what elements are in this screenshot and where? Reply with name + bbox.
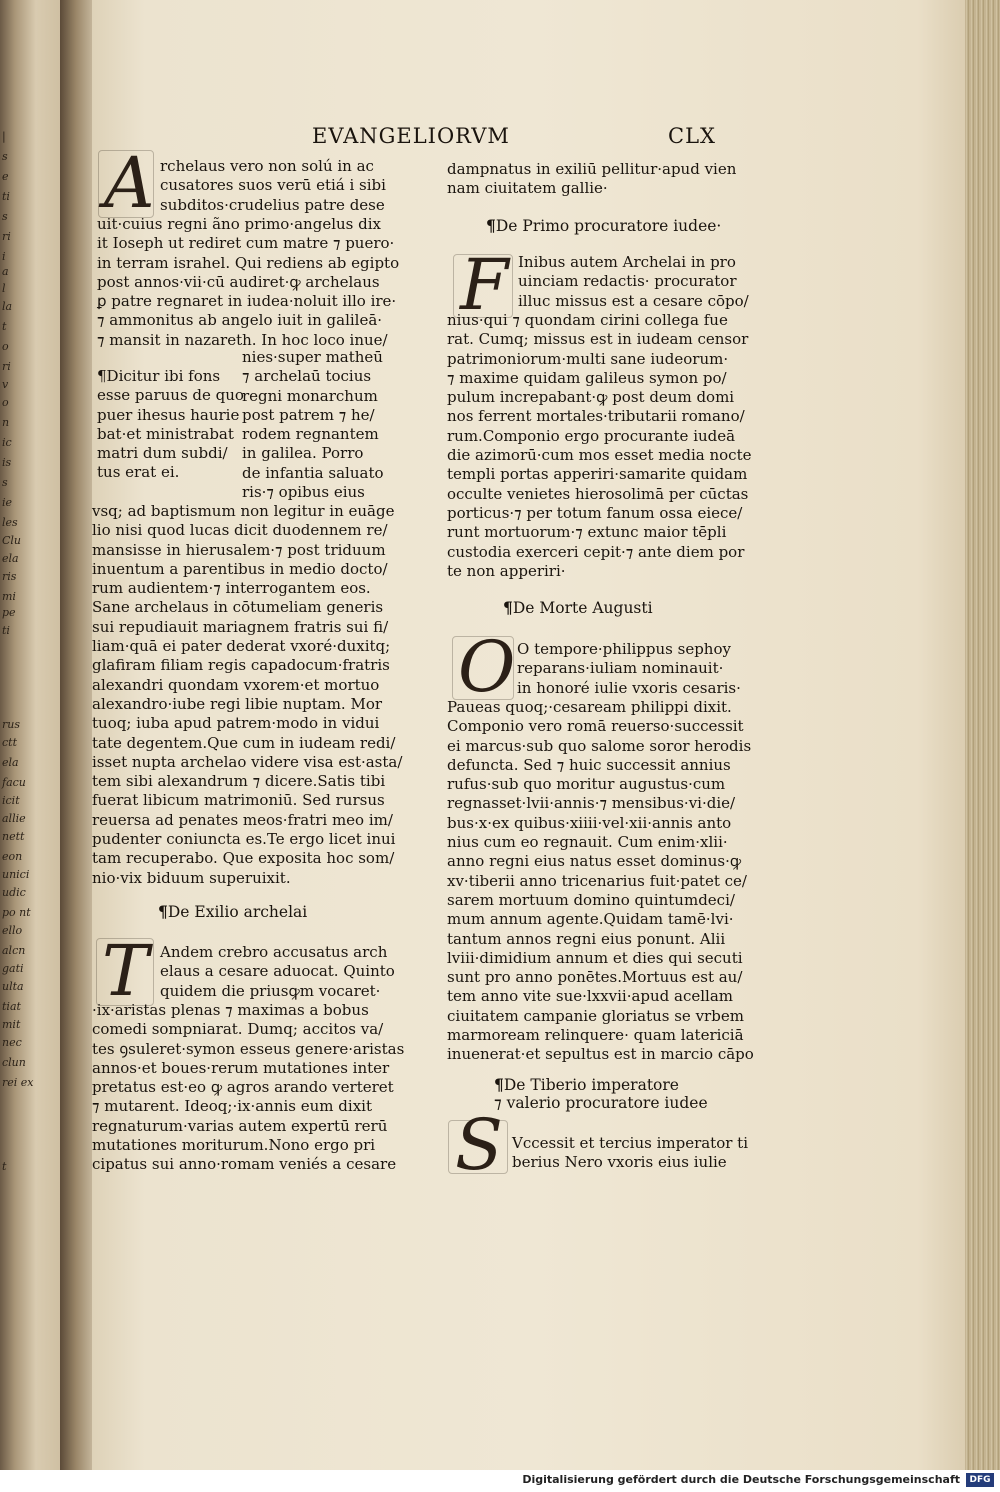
facing-page-fragment: mi [2, 590, 16, 603]
facing-page-fragment: is [2, 456, 12, 469]
text-line: nius cum eo regnauit. Cum enim·xlii· [447, 833, 728, 852]
facing-page-fragment: ela [2, 552, 19, 565]
text-line: marmoream relinquere· quam latericiā [447, 1026, 744, 1045]
text-line: isset nupta archelao videre visa est·asta/ [92, 752, 403, 771]
text-line: regnaturum·varias autem expertū rerū [92, 1116, 388, 1135]
decorated-initial-s: S [455, 1104, 503, 1186]
text-line: inuenerat·et sepultus est in marcio cāpo [447, 1045, 754, 1064]
text-line: post patrem ⁊ he/ [242, 405, 375, 424]
rubric-morte-augusti [503, 598, 653, 617]
facing-page-fragment: alcn [2, 944, 26, 957]
facing-page-fragment: | [2, 130, 6, 143]
facing-page-edge [0, 0, 60, 1470]
facing-page-fragment: s [2, 210, 8, 223]
text-line: custodia exerceri cepit·⁊ ante diem por [447, 542, 745, 561]
text-line: ⁊ mansit in nazareth. In hoc loco inue/ [97, 330, 388, 349]
text-line: nius·qui ⁊ quondam cirini collega fue [447, 311, 728, 329]
text-line: lviii·dimidium annum et dies qui secuti [447, 948, 743, 967]
text-line: sarem mortuum domino quintumdeci/ [447, 890, 735, 909]
facing-page-fragment: clun [2, 1056, 26, 1069]
right-block-3-head [517, 640, 741, 698]
footer-bar [0, 1470, 1000, 1492]
pilcrow-icon: ¶ [494, 1075, 504, 1094]
rubric-text: De Primo procuratore iudee· [495, 217, 722, 235]
decorated-initial-a: A [104, 142, 155, 224]
decorated-initial-o: O [458, 626, 516, 708]
text-line: porticus·⁊ per totum fanum ossa eiece/ [447, 503, 743, 522]
text-line: rufus·sub quo moritur augustus·cum [447, 775, 726, 794]
facing-page-fragment: ris [2, 570, 17, 583]
running-head-title: EVANGELIORVM [312, 124, 510, 148]
facing-page-fragment: s [2, 150, 8, 163]
left-block-1 [97, 215, 399, 350]
text-line: mansisse in hierusalem·⁊ post triduum [92, 540, 386, 559]
text-line: de infantia saluato [242, 463, 384, 482]
text-line: annos·et boues·rerum mutationes inter [92, 1058, 390, 1077]
facing-page-fragment: allie [2, 812, 26, 825]
text-line: nam ciuitatem gallie· [447, 179, 608, 198]
text-line: in honoré iulie vxoris cesaris· [517, 678, 741, 697]
pilcrow-icon: ¶ [503, 598, 513, 617]
text-line: bus·x·ex quibus·xiiii·vel·xii·annis anto [447, 813, 732, 832]
right-block-3 [447, 698, 754, 1065]
text-line: alexandri quondam vxorem·et mortuo [92, 675, 380, 694]
facing-page-fragment: facu [2, 776, 26, 789]
text-line: occulte venietes hierosolimā per cūctas [447, 484, 749, 503]
text-line: tam recuperabo. Que exposita hoc som/ [92, 849, 395, 868]
facing-page-fragment: po nt [2, 906, 31, 919]
facing-page-fragment: o [2, 396, 9, 409]
facing-page-fragment: ri [2, 230, 11, 243]
text-line: ¶Dicitur ibi fons [97, 367, 221, 385]
text-line: cipatus sui anno·romam veniés a cesare [92, 1155, 397, 1174]
facing-page-fragment: ulta [2, 980, 24, 993]
text-line: rodem regnantem [242, 425, 379, 444]
text-line: tes ꝯsuleret·symon esseus genere·aristas [92, 1039, 405, 1058]
text-line: pulum increpabant·ꝙ post deum domi [447, 388, 735, 407]
decorated-initial-f: F [460, 244, 509, 326]
text-line: lio nisi quod lucas dicit duodennem re/ [92, 521, 388, 540]
facing-page-fragment: icit [2, 794, 20, 807]
facing-page-fragment: n [2, 416, 10, 429]
facing-page-fragment: l [2, 282, 6, 295]
text-line: esse paruus de quo [97, 386, 244, 405]
facing-page-fragment: ti [2, 190, 10, 203]
text-line: templi portas apperiri·samarite quidam [447, 465, 748, 484]
text-line: puer ihesus haurie [97, 405, 240, 424]
text-line: bat·et ministrabat [97, 424, 234, 443]
facing-page-fragment: unici [2, 868, 30, 881]
text-line: uinciam redactis· procurator [518, 272, 737, 291]
rubric-text-2: ⁊ valerio procuratore iudee [494, 1094, 708, 1113]
text-line: Paueas quoq;·cesaream philippi dixit. [447, 698, 732, 716]
text-line: uit·cuius regni ãno primo·angelus dix [97, 215, 381, 233]
text-line: runt mortuorum·⁊ extunc maior tēpli [447, 523, 727, 542]
left-block-1-head [160, 157, 386, 215]
text-line: liam·quā ei pater dederat vxoré·duxitq; [92, 637, 391, 656]
text-line: illuc missus est a cesare cōpo/ [518, 291, 749, 310]
text-line: ⁊ archelaū tocius [242, 367, 372, 386]
text-line: xv·tiberii anno tricenarius fuit·patet ce/ [447, 871, 747, 890]
rubric-text-1: De Tiberio imperatore [503, 1076, 679, 1094]
text-line: tate degentem.Que cum in iudeam redi/ [92, 733, 396, 752]
text-line: ·ix·aristas plenas ⁊ maximas a bobus [92, 1001, 369, 1019]
left-block-2-right [242, 348, 384, 502]
text-line: regnasset·lvii·annis·⁊ mensibus·vi·die/ [447, 794, 736, 813]
decorated-initial-t: T [102, 930, 149, 1012]
text-line: mum annum agente.Quidam tamē·lvi· [447, 910, 734, 929]
pilcrow-icon: ¶ [158, 902, 168, 921]
text-line: defuncta. Sed ⁊ huic successit annius [447, 755, 731, 774]
facing-page-fragment: udic [2, 886, 26, 899]
text-line: ⁊ maxime quidam galileus symon po/ [447, 368, 727, 387]
text-line: rchelaus vero non solú in ac [160, 157, 374, 175]
facing-page-fragment: ctt [2, 736, 18, 749]
facing-page-fragment: ela [2, 756, 19, 769]
facing-page-fragment: t [2, 1160, 7, 1173]
text-line: matri dum subdi/ [97, 444, 228, 463]
rubric-text: De Exilio archelai [167, 903, 308, 921]
left-block-4 [92, 1001, 404, 1175]
text-line: Componio vero romā reuerso·successit [447, 717, 744, 736]
text-line: reuersa ad penates meos·fratri meo im/ [92, 810, 393, 829]
facing-page-fragment: Clu [2, 534, 22, 547]
text-line: post annos·vii·cū audiret·ꝙ archelaus [97, 272, 380, 291]
rubric-tiberio [494, 1075, 708, 1114]
text-line: ⁊ mutarent. Ideoq;·ix·annis eum dixit [92, 1097, 372, 1116]
text-line: O tempore·philippus sephoy [517, 640, 731, 658]
rubric-exilio-archelai [158, 902, 307, 921]
text-line: nies·super matheū [242, 348, 383, 366]
page-stack-edge [965, 0, 1000, 1470]
text-line: subditos·crudelius patre dese [160, 195, 385, 214]
text-line: nio·vix biduum superuixit. [92, 868, 291, 887]
text-line: mutationes moriturum.Nono ergo pri [92, 1136, 376, 1155]
text-line: fuerat libicum matrimoniū. Sed rursus [92, 791, 385, 810]
text-line: patrimoniorum·multi sane iudeorum· [447, 349, 729, 368]
dfg-credit-text: Digitalisierung gefördert durch die Deutsche Forschungsgemeinschaft [522, 1473, 960, 1486]
facing-page-fragment: ti [2, 624, 10, 637]
text-line: rum audientem·⁊ interrogantem eos. [92, 579, 371, 598]
text-line: te non apperiri· [447, 561, 566, 580]
right-block-2-head [518, 253, 749, 311]
folio-number: CLX [668, 124, 716, 148]
left-sidenote [97, 367, 244, 483]
text-line: ⁊ ammonitus ab angelo iuit in galileā· [97, 311, 383, 330]
text-line: tem anno vite sue·lxxvii·apud acellam [447, 987, 734, 1006]
text-line: reparans·iuliam nominauit· [517, 659, 724, 678]
text-line: in galilea. Porro [242, 444, 364, 463]
facing-page-fragment: rei ex [2, 1076, 34, 1089]
text-line: nos ferrent mortales·tributarii romano/ [447, 407, 745, 426]
text-line: ei marcus·sub quo salome soror herodis [447, 736, 752, 755]
text-line: comedi sompniarat. Dumq; accitos va/ [92, 1020, 384, 1039]
text-line: rum.Componio ergo procurante iudeā [447, 426, 736, 445]
dfg-logo: DFG [966, 1473, 994, 1487]
text-line: regni monarchum [242, 386, 378, 405]
right-block-1 [447, 160, 736, 199]
left-block-4-head [160, 943, 395, 1001]
facing-page-fragment: les [2, 516, 18, 529]
text-line: rat. Cumq; missus est in iudeam censor [447, 330, 749, 349]
facing-page-fragment: gati [2, 962, 24, 975]
facing-page-fragment: i [2, 250, 6, 263]
text-line: glafiram filiam regis capadocum·fratris [92, 656, 390, 675]
text-line: ris·⁊ opibus eius [242, 483, 365, 502]
text-line: sunt pro anno ponētes.Mortuus est au/ [447, 968, 743, 987]
facing-page-fragment: ie [2, 496, 13, 509]
text-line: tem sibi alexandrum ⁊ dicere.Satis tibi [92, 772, 386, 791]
facing-page-fragment: v [2, 378, 9, 391]
rubric-text: De Morte Augusti [512, 599, 653, 617]
text-line: sui repudiauit mariagnem fratris sui fi/ [92, 617, 389, 636]
facing-page-fragment: t [2, 320, 7, 333]
text-line: inuentum a parentibus in medio docto/ [92, 559, 388, 578]
left-block-3 [92, 502, 402, 888]
facing-page-fragment: ic [2, 436, 12, 449]
facing-page-fragment: ri [2, 360, 11, 373]
text-line: Sane archelaus in cōtumeliam generis [92, 598, 384, 617]
text-line: dampnatus in exiliū pellitur·apud vien [447, 160, 737, 178]
text-line: Vccessit et tercius imperator ti [512, 1134, 749, 1152]
facing-page-fragment: la [2, 300, 13, 313]
facing-page-fragment: ello [2, 924, 23, 937]
right-block-4 [512, 1134, 748, 1173]
text-line: tus erat ei. [97, 463, 180, 482]
text-line: alexandro·iube regi libie nuptam. Mor [92, 694, 383, 713]
pilcrow-icon: ¶ [486, 216, 496, 235]
facing-page-fragment: a [2, 265, 9, 278]
facing-page-fragment: o [2, 340, 9, 353]
text-line: berius Nero vxoris eius iulie [512, 1153, 727, 1172]
text-line: Andem crebro accusatus arch [160, 943, 388, 961]
facing-page-fragment: eon [2, 850, 23, 863]
text-line: vsq; ad baptismum non legitur in euāge [92, 502, 395, 520]
text-line: pretatus est·eo ꝙ agros arando verteret [92, 1078, 394, 1097]
text-line: in terram israhel. Qui rediens ab egipto [97, 253, 400, 272]
facing-page-fragment: nec [2, 1036, 22, 1049]
facing-page-fragment: pe [2, 606, 16, 619]
facing-page-fragment: tiat [2, 1000, 21, 1013]
text-line: ꝑ patre regnaret in iudea·noluit illo ire· [97, 292, 397, 311]
right-block-2 [447, 311, 751, 581]
facing-page-fragment: mit [2, 1018, 21, 1031]
text-line: Inibus autem Archelai in pro [518, 253, 736, 271]
text-line: elaus a cesare aduocat. Quinto [160, 962, 395, 981]
text-line: cusatores suos verū etiá i sibi [160, 176, 386, 195]
facing-page-fragment: e [2, 170, 9, 183]
facing-page-fragment: s [2, 476, 8, 489]
facing-page-fragment: nett [2, 830, 25, 843]
text-line: tuoq; iuba apud patrem·modo in vidui [92, 714, 380, 733]
text-line: pudenter coniuncta es.Te ergo licet inui [92, 830, 396, 849]
text-line: die azimorū·cum mos esset media nocte [447, 446, 752, 465]
rubric-primo-procuratore [486, 216, 721, 235]
text-line: ciuitatem campanie gloriatus se vrbem [447, 1006, 744, 1025]
facing-page-fragment: rus [2, 718, 20, 731]
text-line: tantum annos regni eius ponunt. Alii [447, 929, 726, 948]
text-line: it Ioseph ut rediret cum matre ⁊ puero· [97, 234, 395, 253]
text-line: quidem die priusꝙm vocaret· [160, 981, 381, 1000]
text-line: anno regni eius natus esset dominus·ꝙ [447, 852, 742, 871]
